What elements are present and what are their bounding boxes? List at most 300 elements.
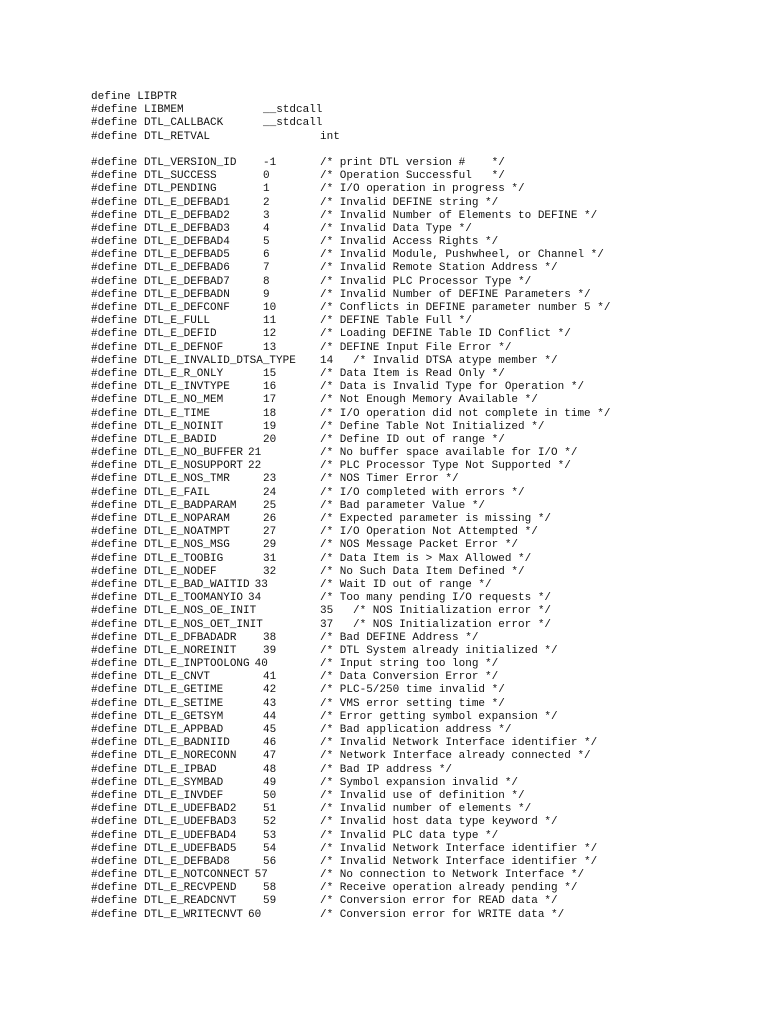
define-line [91, 711, 731, 724]
define-line [91, 816, 731, 829]
define-line [91, 592, 731, 605]
macro-value: 1 [263, 183, 270, 196]
comment: /* Invalid PLC data type */ [320, 829, 499, 842]
macro-name: DTL_E_NOATMPT [144, 526, 230, 539]
directive-keyword: #define [91, 763, 138, 776]
macro-name: DTL_E_NOS_OE_INIT [144, 605, 257, 618]
comment: /* Invalid DEFINE string */ [320, 196, 499, 209]
macro-name: DTL_VERSION_ID [144, 156, 237, 169]
macro-value: 39 [263, 644, 277, 657]
macro-value: 10 [263, 302, 277, 314]
macro-name: DTL_E_DEFBAD6 [144, 262, 230, 275]
blank-line [91, 144, 731, 157]
macro-name: DTL_E_DEFNOF [144, 341, 224, 354]
macro-name: DTL_SUCCESS [144, 170, 217, 183]
macro-name: DTL_E_WRITECNVT [144, 908, 244, 921]
macro-name: LIBMEM [144, 104, 184, 117]
comment: /* Conversion error for WRITE data */ [320, 908, 565, 921]
directive-keyword: #define [91, 578, 138, 591]
define-line [91, 566, 731, 579]
header-defines [91, 91, 731, 144]
macro-value: 40 [254, 658, 268, 671]
comment: /* Invalid Network Interface identifier */ [320, 737, 598, 750]
macro-name: DTL_E_GETSYM [144, 710, 224, 723]
macro-value: 11 [263, 315, 277, 328]
macro-name: DTL_E_NOINIT [144, 420, 224, 433]
define-line [91, 856, 731, 869]
macro-name: DTL_E_SETIME [144, 697, 224, 710]
macro-name: DTL_E_DEFBAD2 [144, 209, 230, 222]
directive-keyword: #define [91, 526, 138, 539]
comment: /* Invalid use of definition */ [320, 789, 525, 802]
macro-name: DTL_E_DEFBAD1 [144, 196, 230, 209]
directive-keyword: #define [91, 605, 138, 618]
macro-name: DTL_E_SYMBAD [144, 776, 224, 789]
define-line [91, 236, 731, 249]
comment: /* Conflicts in DEFINE parameter number 5 */ [320, 302, 611, 314]
directive-keyword: #define [91, 170, 138, 183]
macro-value: 13 [263, 341, 277, 354]
comment: /* No connection to Network Interface */ [320, 869, 585, 882]
comment: /* Invalid DTSA atype member */ [353, 354, 558, 367]
macro-value: -1 [263, 156, 277, 169]
macro-value: 49 [263, 776, 277, 789]
macro-value: 54 [263, 842, 277, 855]
macro-value: 20 [263, 433, 277, 446]
macro-value: 16 [263, 381, 277, 394]
define-line [91, 843, 731, 856]
directive-keyword: define LIBPTR [91, 91, 177, 103]
directive-keyword: #define [91, 381, 138, 394]
define-line [91, 658, 731, 671]
directive-keyword: #define [91, 460, 138, 473]
macro-name: DTL_E_BAD_WAITID [144, 578, 250, 591]
define-line [91, 342, 731, 355]
define-line [91, 777, 731, 790]
directive-keyword: #define [91, 433, 138, 446]
macro-name: DTL_E_NORECONN [144, 750, 237, 763]
macro-name: DTL_E_UDEFBAD5 [144, 842, 237, 855]
macro-value: 43 [263, 697, 277, 710]
macro-name: DTL_E_DEFID [144, 328, 217, 341]
macro-value: 57 [254, 869, 268, 882]
comment: /* No Such Data Item Defined */ [320, 565, 525, 578]
macro-name: DTL_E_DEFBAD4 [144, 236, 230, 249]
macro-value: 23 [263, 473, 277, 486]
macro-value: 59 [263, 895, 277, 908]
define-line [91, 750, 731, 763]
macro-name: DTL_E_BADPARAM [144, 499, 237, 512]
macro-name: DTL_E_BADNIID [144, 737, 230, 750]
comment: /* DEFINE Table Full */ [320, 315, 472, 328]
define-line [91, 737, 731, 750]
macro-value: 33 [254, 578, 268, 591]
directive-keyword: #define [91, 829, 138, 842]
macro-name: DTL_E_FAIL [144, 486, 211, 499]
comment: /* Invalid Remote Station Address */ [320, 262, 558, 275]
comment: /* Invalid Data Type */ [320, 222, 472, 235]
comment: /* PLC Processor Type Not Supported */ [320, 460, 571, 473]
directive-keyword: #define [91, 737, 138, 750]
macro-name: DTL_E_NOTCONNECT [144, 869, 250, 882]
define-line [91, 421, 731, 434]
directive-keyword: #define [91, 842, 138, 855]
directive-keyword: #define [91, 420, 138, 433]
define-line [91, 434, 731, 447]
comment: /* Invalid Module, Pushwheel, or Channel */ [320, 249, 604, 262]
comment: /* Bad application address */ [320, 724, 512, 736]
header-line [91, 104, 731, 117]
comment: /* DTL System already initialized */ [320, 644, 558, 657]
define-line [91, 223, 731, 236]
comment: /* I/O operation in progress */ [320, 183, 525, 196]
macro-value: 3 [263, 209, 270, 222]
macro-value: 53 [263, 829, 277, 842]
macro-name: DTL_E_UDEFBAD3 [144, 816, 237, 829]
define-line [91, 170, 731, 183]
macro-name: DTL_E_BADID [144, 433, 217, 446]
define-line [91, 249, 731, 262]
macro-value: 37 [320, 618, 334, 631]
define-line [91, 355, 731, 368]
directive-keyword: #define [91, 908, 138, 921]
define-line [91, 671, 731, 684]
macro-name: DTL_E_NODEF [144, 565, 217, 578]
directive-keyword: #define [91, 618, 138, 631]
macro-value: 2 [263, 196, 270, 209]
directive-keyword: #define [91, 156, 138, 169]
macro-value: 0 [263, 170, 270, 183]
macro-value: 50 [263, 789, 277, 802]
define-line [91, 526, 731, 539]
comment: /* Input string too long */ [320, 658, 499, 671]
macro-value: 32 [263, 565, 277, 578]
directive-keyword: #define [91, 895, 138, 908]
macro-value: 25 [263, 499, 277, 512]
macro-name: DTL_E_NOS_MSG [144, 539, 230, 552]
comment: /* Invalid Network Interface identifier */ [320, 855, 598, 868]
macro-value: 7 [263, 262, 270, 275]
macro-name: DTL_E_NOSUPPORT [144, 460, 244, 473]
macro-name: DTL_E_NOPARAM [144, 513, 230, 525]
define-line [91, 513, 731, 526]
code-document [91, 91, 731, 922]
macro-value: 56 [263, 855, 277, 868]
macro-value: 14 [320, 354, 334, 367]
macro-name: DTL_E_READCNVT [144, 895, 237, 908]
define-line [91, 909, 731, 922]
comment: /* Define ID out of range */ [320, 433, 505, 446]
directive-keyword: #define [91, 130, 138, 143]
define-line [91, 289, 731, 302]
define-line [91, 698, 731, 711]
define-line [91, 460, 731, 473]
define-line [91, 632, 731, 645]
comment: /* No buffer space available for I/O */ [320, 447, 578, 460]
define-line [91, 539, 731, 552]
directive-keyword: #define [91, 341, 138, 354]
macro-name: DTL_E_FULL [144, 315, 211, 328]
define-line [91, 579, 731, 592]
macro-name: DTL_CALLBACK [144, 117, 224, 130]
directive-keyword: #define [91, 684, 138, 697]
directive-keyword: #define [91, 776, 138, 789]
directive-keyword: #define [91, 499, 138, 512]
directive-keyword: #define [91, 486, 138, 499]
define-line [91, 276, 731, 289]
comment: /* Bad DEFINE Address */ [320, 631, 479, 644]
macro-name: DTL_E_NOS_OET_INIT [144, 618, 263, 631]
directive-keyword: #define [91, 724, 138, 736]
macro-value: 18 [263, 407, 277, 420]
macro-value: 45 [263, 724, 277, 736]
macro-name: DTL_E_UDEFBAD4 [144, 829, 237, 842]
directive-keyword: #define [91, 644, 138, 657]
macro-value: 47 [263, 750, 277, 763]
macro-value: 31 [263, 552, 277, 565]
comment: /* Invalid Number of DEFINE Parameters */ [320, 288, 591, 301]
directive-keyword: #define [91, 710, 138, 723]
comment: /* Invalid host data type keyword */ [320, 816, 558, 829]
comment: /* Data Conversion Error */ [320, 671, 499, 684]
macro-value: 24 [263, 486, 277, 499]
define-line [91, 830, 731, 843]
directive-keyword: #define [91, 592, 138, 605]
directive-keyword: #define [91, 407, 138, 420]
directive-keyword: #define [91, 882, 138, 895]
define-line [91, 882, 731, 895]
comment: /* Data is Invalid Type for Operation */ [320, 381, 585, 394]
comment: /* NOS Initialization error */ [353, 605, 552, 618]
comment: /* VMS error setting time */ [320, 697, 505, 710]
comment: /* Network Interface already connected */ [320, 750, 591, 763]
macro-value: 51 [263, 803, 277, 816]
macro-name: DTL_E_NOS_TMR [144, 473, 230, 486]
macro-name: DTL_E_DEFBAD8 [144, 855, 230, 868]
macro-value: 44 [263, 710, 277, 723]
macro-value: 46 [263, 737, 277, 750]
macro-value: 9 [263, 288, 270, 301]
comment: /* Conversion error for READ data */ [320, 895, 558, 908]
comment: /* Wait ID out of range */ [320, 578, 492, 591]
define-line [91, 803, 731, 816]
macro-value: 8 [263, 275, 270, 288]
comment: /* PLC-5/250 time invalid */ [320, 684, 505, 697]
directive-keyword: #define [91, 249, 138, 262]
macro-value: 4 [263, 222, 270, 235]
directive-keyword: #define [91, 855, 138, 868]
macro-value: 12 [263, 328, 277, 341]
directive-keyword: #define [91, 539, 138, 552]
define-line [91, 315, 731, 328]
macro-name: DTL_E_NOREINIT [144, 644, 237, 657]
comment: /* Symbol expansion invalid */ [320, 776, 519, 789]
directive-keyword: #define [91, 789, 138, 802]
comment: /* print DTL version # */ [320, 156, 505, 169]
define-line [91, 302, 731, 315]
macro-name: DTL_E_NO_MEM [144, 394, 224, 407]
directive-keyword: #define [91, 367, 138, 380]
macro-value: 5 [263, 236, 270, 249]
define-line [91, 328, 731, 341]
directive-keyword: #define [91, 262, 138, 275]
comment: /* Invalid PLC Processor Type */ [320, 275, 532, 288]
directive-keyword: #define [91, 354, 138, 367]
directive-keyword: #define [91, 869, 138, 882]
comment: /* Receive operation already pending */ [320, 882, 578, 895]
macro-name: DTL_E_APPBAD [144, 724, 224, 736]
directive-keyword: #define [91, 658, 138, 671]
comment: /* Invalid Network Interface identifier */ [320, 842, 598, 855]
macro-value: 21 [248, 447, 262, 460]
macro-name: DTL_E_IPBAD [144, 763, 217, 776]
macro-value: 6 [263, 249, 270, 262]
directive-keyword: #define [91, 117, 138, 130]
macro-value: 17 [263, 394, 277, 407]
define-line [91, 197, 731, 210]
directive-keyword: #define [91, 513, 138, 525]
directive-keyword: #define [91, 104, 138, 117]
directive-keyword: #define [91, 394, 138, 407]
directive-keyword: #define [91, 803, 138, 816]
macro-value: __stdcall [263, 104, 323, 117]
macro-value: 58 [263, 882, 277, 895]
macro-name: DTL_E_CNVT [144, 671, 211, 684]
macro-name: DTL_E_DEFCONF [144, 302, 230, 314]
directive-keyword: #define [91, 697, 138, 710]
define-line [91, 645, 731, 658]
macro-value: 22 [248, 460, 262, 473]
comment: /* Invalid Access Rights */ [320, 236, 499, 249]
macro-value: 27 [263, 526, 277, 539]
directive-keyword: #define [91, 275, 138, 288]
comment: /* Bad parameter Value */ [320, 499, 486, 512]
macro-name: DTL_E_UDEFBAD2 [144, 803, 237, 816]
define-line [91, 764, 731, 777]
directive-keyword: #define [91, 473, 138, 486]
directive-keyword: #define [91, 236, 138, 249]
macro-value: __stdcall [263, 117, 323, 130]
directive-keyword: #define [91, 565, 138, 578]
macro-value: 48 [263, 763, 277, 776]
define-line [91, 262, 731, 275]
define-line [91, 869, 731, 882]
comment: /* Error getting symbol expansion */ [320, 710, 558, 723]
directive-keyword: #define [91, 631, 138, 644]
comment: /* DEFINE Input File Error */ [320, 341, 512, 354]
define-line [91, 619, 731, 632]
define-line [91, 381, 731, 394]
macro-name: DTL_E_TOOMANYIO [144, 592, 244, 605]
directive-keyword: #define [91, 196, 138, 209]
comment: /* Data Item is > Max Allowed */ [320, 552, 532, 565]
macro-name: DTL_E_INVALID_DTSA_TYPE [144, 354, 296, 367]
directive-keyword: #define [91, 222, 138, 235]
directive-keyword: #define [91, 671, 138, 684]
comment: /* Invalid number of elements */ [320, 803, 532, 816]
header-line [91, 91, 731, 104]
macro-name: DTL_PENDING [144, 183, 217, 196]
define-line [91, 210, 731, 223]
define-line [91, 500, 731, 513]
comment: /* Not Enough Memory Available */ [320, 394, 538, 407]
macro-name: DTL_E_DEFBADN [144, 288, 230, 301]
macro-name: DTL_E_NO_BUFFER [144, 447, 244, 460]
define-line [91, 157, 731, 170]
directive-keyword: #define [91, 750, 138, 763]
macro-name: DTL_E_INVDEF [144, 789, 224, 802]
macro-value: 29 [263, 539, 277, 552]
comment: /* Bad IP address */ [320, 763, 453, 776]
define-line [91, 487, 731, 500]
directive-keyword: #define [91, 209, 138, 222]
define-line [91, 394, 731, 407]
define-line [91, 553, 731, 566]
comment: /* Too many pending I/O requests */ [320, 592, 552, 605]
macro-name: DTL_RETVAL [144, 130, 211, 143]
define-line [91, 790, 731, 803]
macro-value: 15 [263, 367, 277, 380]
directive-keyword: #define [91, 288, 138, 301]
macro-value: 52 [263, 816, 277, 829]
macro-name: DTL_E_DEFBAD7 [144, 275, 230, 288]
macro-name: DTL_E_TIME [144, 407, 211, 420]
directive-keyword: #define [91, 328, 138, 341]
comment: /* Loading DEFINE Table ID Conflict */ [320, 328, 571, 341]
macro-name: DTL_E_DEFBAD3 [144, 222, 230, 235]
directive-keyword: #define [91, 302, 138, 314]
directive-keyword: #define [91, 552, 138, 565]
macro-name: DTL_E_RECVPEND [144, 882, 237, 895]
macro-name: DTL_E_DFBADADR [144, 631, 237, 644]
macro-value: int [320, 130, 340, 143]
define-line [91, 368, 731, 381]
comment: /* Expected parameter is missing */ [320, 513, 552, 525]
define-line [91, 724, 731, 737]
comment: /* Data Item is Read Only */ [320, 367, 505, 380]
header-line [91, 117, 731, 130]
macro-value: 42 [263, 684, 277, 697]
macro-value: 34 [248, 592, 262, 605]
comment: /* Invalid Number of Elements to DEFINE */ [320, 209, 598, 222]
directive-keyword: #define [91, 183, 138, 196]
define-line [91, 183, 731, 196]
define-line [91, 447, 731, 460]
comment: /* Operation Successful */ [320, 170, 505, 183]
header-line [91, 131, 731, 144]
comment: /* I/O completed with errors */ [320, 486, 525, 499]
macro-value: 41 [263, 671, 277, 684]
macro-value: 60 [248, 908, 262, 921]
macro-name: DTL_E_INPTOOLONG [144, 658, 250, 671]
macro-value: 19 [263, 420, 277, 433]
comment: /* Define Table Not Initialized */ [320, 420, 545, 433]
comment: /* NOS Message Packet Error */ [320, 539, 519, 552]
macro-name: DTL_E_R_ONLY [144, 367, 224, 380]
define-line [91, 473, 731, 486]
define-line [91, 605, 731, 618]
directive-keyword: #define [91, 315, 138, 328]
define-line [91, 684, 731, 697]
macro-name: DTL_E_INVTYPE [144, 381, 230, 394]
error-code-defines [91, 157, 731, 922]
define-line [91, 408, 731, 421]
comment: /* I/O operation did not complete in time */ [320, 407, 611, 420]
macro-value: 26 [263, 513, 277, 525]
directive-keyword: #define [91, 447, 138, 460]
comment: /* I/O Operation Not Attempted */ [320, 526, 538, 539]
comment: /* NOS Timer Error */ [320, 473, 459, 486]
